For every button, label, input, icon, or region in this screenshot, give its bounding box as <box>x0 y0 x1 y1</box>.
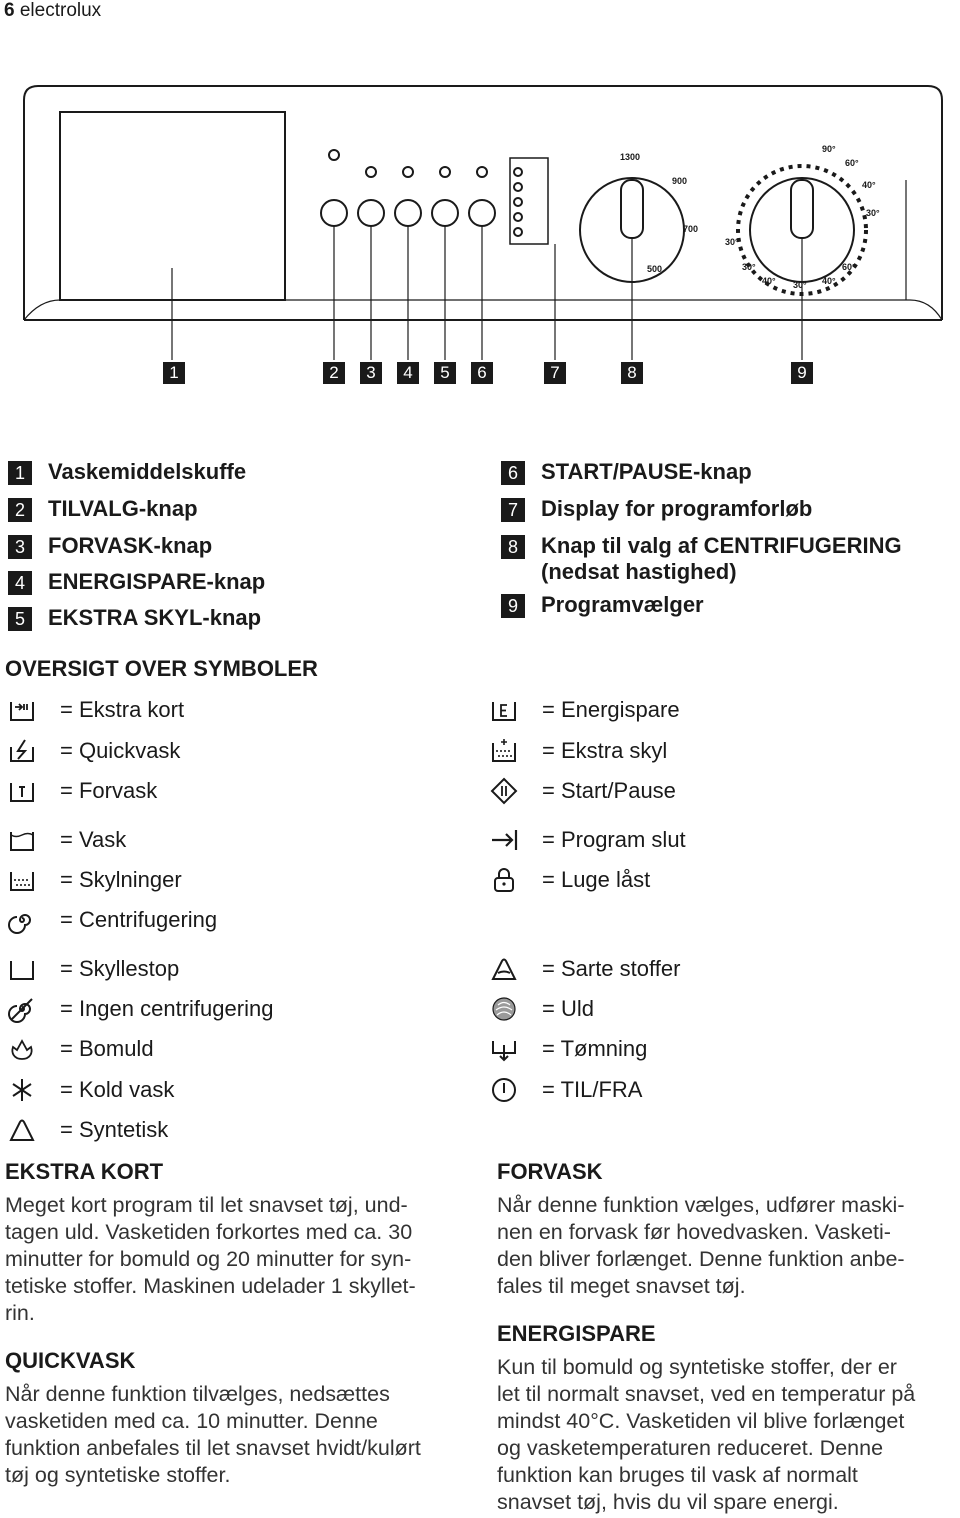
symbol-row <box>490 825 686 855</box>
symbol-label: = Skylninger <box>60 867 182 892</box>
symbol-row <box>490 695 680 725</box>
text-line: fales til meget snavset tøj. <box>497 1274 746 1298</box>
legend-item-4 <box>8 569 265 595</box>
program-end-icon <box>490 825 524 855</box>
text-line: funktion kan bruges til vask af normalt <box>497 1463 858 1487</box>
symbol-label: = Luge låst <box>542 867 651 892</box>
legend-number: 1 <box>8 461 32 485</box>
legend-number: 6 <box>501 461 525 485</box>
callout-3: 3 <box>360 362 382 384</box>
temp-label: 30° <box>742 262 756 272</box>
symbol-label: = Forvask <box>60 778 158 803</box>
legend-item-8 <box>501 533 902 585</box>
text-line: tøj og syntetiske stoffer. <box>5 1463 231 1487</box>
callout-7: 7 <box>544 362 566 384</box>
symbol-label: = Sarte stoffer <box>542 956 681 981</box>
symbol-label: = Tømning <box>542 1036 648 1061</box>
page-number: 6 <box>4 0 15 21</box>
symbol-label: = Energispare <box>542 697 680 722</box>
legend-item-2 <box>8 496 198 522</box>
legend-label: EKSTRA SKYL-knap <box>48 605 262 630</box>
symbol-row <box>490 994 594 1024</box>
callout-2: 2 <box>323 362 345 384</box>
text-line: Meget kort program til let snavset tøj, und- <box>5 1193 408 1217</box>
spin-label: 700 <box>683 224 699 234</box>
text-line: funktion anbefales til let snavset hvidt/kulørt <box>5 1436 421 1460</box>
text-line: minutter for bomuld og 20 minutter for syn- <box>5 1247 412 1271</box>
text-line: Kun til bomuld og syntetiske stoffer, der er <box>497 1355 897 1379</box>
control-panel-drawing <box>0 70 960 400</box>
legend-item-5 <box>8 605 261 631</box>
symbol-row <box>8 905 217 935</box>
symbol-row <box>8 994 273 1024</box>
temp-label: 30° <box>725 237 739 247</box>
symbol-label: = Ekstra kort <box>60 697 185 722</box>
temp-label: 40° <box>822 276 836 286</box>
symbol-label: = Quickvask <box>60 738 181 763</box>
callout-9: 9 <box>791 362 813 384</box>
callout-8: 8 <box>621 362 643 384</box>
symbol-label: = Ekstra skyl <box>542 738 668 763</box>
temp-label: 30° <box>793 280 807 290</box>
legend-item-1 <box>8 459 246 485</box>
symbol-row <box>490 776 676 806</box>
legend-item-6 <box>501 459 752 485</box>
text-line: mindst 40°C. Vasketiden vil blive forlænget <box>497 1409 905 1433</box>
symbol-label: = Start/Pause <box>542 778 676 803</box>
section-text-ekstra-kort <box>5 1192 416 1327</box>
quickwash-icon <box>8 736 42 766</box>
legend-label: START/PAUSE-knap <box>541 459 752 484</box>
legend-item-9 <box>501 592 704 618</box>
extra-rinse-icon <box>490 736 524 766</box>
section-text-forvask <box>497 1192 905 1300</box>
callout-4: 4 <box>397 362 419 384</box>
symbol-label: = Bomuld <box>60 1036 154 1061</box>
spin-label: 1300 <box>620 152 641 162</box>
symbol-row <box>490 954 680 984</box>
callout-6: 6 <box>471 362 493 384</box>
callout-5: 5 <box>434 362 456 384</box>
symbol-row <box>8 825 126 855</box>
temp-label: 90° <box>822 144 836 154</box>
text-line: Når denne funktion vælges, udfører maski- <box>497 1193 905 1217</box>
drain-icon <box>490 1034 524 1064</box>
rinses-icon <box>8 865 42 895</box>
text-line: tetiske stoffer. Maskinen udelader 1 skyllet- <box>5 1274 416 1298</box>
symbol-label: = TIL/FRA <box>542 1077 643 1102</box>
text-line: snavset tøj, hvis du vil spare energi. <box>497 1490 839 1514</box>
symbol-label: = Ingen centrifugering <box>60 996 274 1021</box>
legend-item-7 <box>501 496 812 522</box>
section-text-quickvask <box>5 1381 421 1489</box>
legend-item-3 <box>8 533 212 559</box>
legend-number: 5 <box>8 607 32 631</box>
section-text-energispare <box>497 1354 915 1516</box>
temp-label: 40° <box>862 180 876 190</box>
symbol-row <box>490 1075 642 1105</box>
text-line: vasketiden med ca. 10 minutter. Denne <box>5 1409 378 1433</box>
symbol-row <box>8 776 157 806</box>
temp-label: 30° <box>866 208 880 218</box>
symbol-row <box>490 1034 647 1064</box>
symbol-row <box>8 695 184 725</box>
symbol-label: = Vask <box>60 827 127 852</box>
legend-number: 7 <box>501 498 525 522</box>
control-panel-diagram <box>0 70 960 400</box>
wash-icon <box>8 825 42 855</box>
cotton-icon <box>8 1034 42 1064</box>
extra-short-icon <box>8 695 42 725</box>
symbol-row <box>8 1115 168 1145</box>
spin-icon <box>8 905 42 935</box>
legend-number: 4 <box>8 571 32 595</box>
text-line: tagen uld. Vasketiden forkortes med ca. 30 <box>5 1220 413 1244</box>
brand-name: electrolux <box>19 0 102 21</box>
delicates-icon <box>490 954 524 984</box>
symbol-row <box>490 736 667 766</box>
wool-icon <box>490 994 524 1024</box>
symbol-label: = Uld <box>542 996 594 1021</box>
section-title-forvask: FORVASK <box>497 1159 603 1184</box>
symbol-row <box>8 736 180 766</box>
prewash-icon <box>8 776 42 806</box>
on-off-icon <box>490 1075 524 1105</box>
symbol-row <box>490 865 650 895</box>
text-line: let til normalt snavset, ved en temperatur på <box>497 1382 916 1406</box>
door-locked-icon <box>490 865 524 895</box>
spin-label: 900 <box>672 176 688 186</box>
text-line: Når denne funktion tilvælges, nedsættes <box>5 1382 390 1406</box>
symbol-label: = Skyllestop <box>60 956 180 981</box>
text-line: og vasketemperaturen reduceret. Denne <box>497 1436 884 1460</box>
legend-label: Display for programforløb <box>541 496 813 521</box>
legend-number: 3 <box>8 535 32 559</box>
legend-number: 2 <box>8 498 32 522</box>
symbol-label: = Kold vask <box>60 1077 175 1102</box>
legend-label: TILVALG-knap <box>48 496 198 521</box>
symbol-row <box>8 865 182 895</box>
page-header <box>4 0 101 22</box>
legend-label: ENERGISPARE-knap <box>48 569 266 594</box>
cold-wash-icon <box>8 1075 42 1105</box>
temp-label: 60° <box>842 262 856 272</box>
legend-number: 8 <box>501 535 525 559</box>
symbol-label: = Syntetisk <box>60 1117 169 1142</box>
temp-label: 40° <box>762 276 776 286</box>
start-pause-icon <box>490 776 524 806</box>
legend-label: FORVASK-knap <box>48 533 213 558</box>
text-line: den bliver forlænget. Denne funktion anbe- <box>497 1247 905 1271</box>
legend-label-line2: (nedsat hastighed) <box>541 559 737 584</box>
text-line: rin. <box>5 1301 35 1325</box>
temp-label: 60° <box>845 158 859 168</box>
symbol-label: = Centrifugering <box>60 907 218 932</box>
legend-label: Programvælger <box>541 592 704 617</box>
callout-1: 1 <box>163 362 185 384</box>
section-title-ekstra-kort: EKSTRA KORT <box>5 1159 164 1184</box>
legend-number: 9 <box>501 594 525 618</box>
synthetic-icon <box>8 1115 42 1145</box>
symbol-row <box>8 954 179 984</box>
section-title-energispare: ENERGISPARE <box>497 1321 656 1346</box>
spin-label: 500 <box>647 264 663 274</box>
symbol-row <box>8 1034 154 1064</box>
rinse-hold-icon <box>8 954 42 984</box>
symbol-row <box>8 1075 174 1105</box>
no-spin-icon <box>8 994 42 1024</box>
energy-saver-icon <box>490 695 524 725</box>
symbols-title: OVERSIGT OVER SYMBOLER <box>5 656 318 681</box>
text-line: nen en forvask før hovedvasken. Vasketi- <box>497 1220 891 1244</box>
section-title-quickvask: QUICKVASK <box>5 1348 136 1373</box>
legend-label: Vaskemiddelskuffe <box>48 459 247 484</box>
symbol-label: = Program slut <box>542 827 686 852</box>
legend-label: Knap til valg af CENTRIFUGERING <box>541 533 902 558</box>
